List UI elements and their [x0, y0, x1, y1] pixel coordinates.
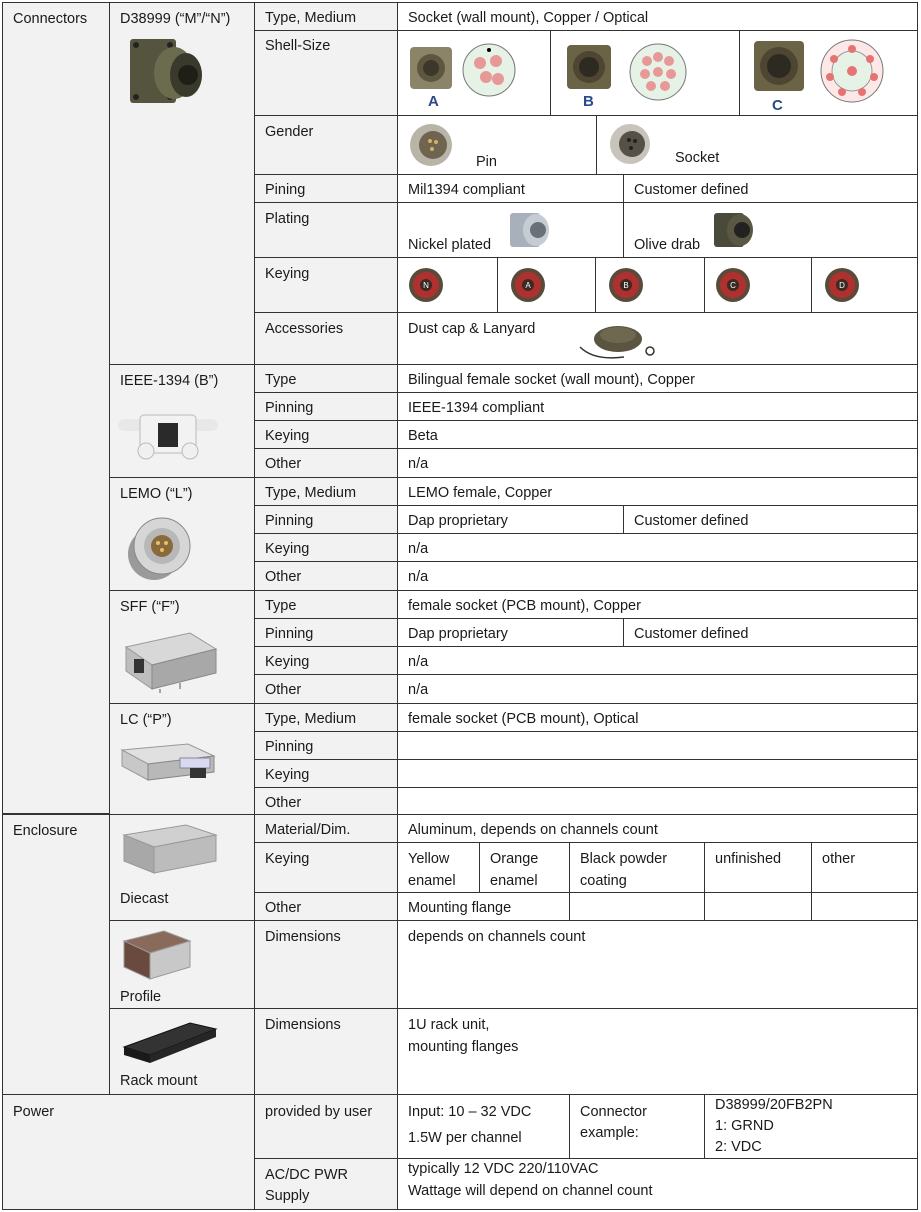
connector-name: D38999 (“M”/“N”): [120, 11, 231, 27]
key-c-letter: C: [730, 281, 736, 290]
lc-key-value-cell: [397, 759, 918, 788]
power-connector-line2: example:: [580, 1125, 639, 1141]
key-c-icon: [715, 267, 751, 303]
keying-unfinished-label: unfinished: [715, 851, 782, 867]
enclosure-rack: [109, 1008, 255, 1095]
gender-pin-label: Pin: [476, 154, 497, 170]
power-input-cell: [397, 1094, 570, 1159]
power-part-cell: [704, 1094, 918, 1159]
connector-name: SFF (“F”): [120, 599, 180, 615]
lc-type-label-cell: [254, 703, 398, 732]
sff-other-label-cell: [254, 674, 398, 704]
row-label: Pinning: [265, 739, 314, 755]
shell-size-b: [550, 30, 740, 116]
power-user-label-cell: [254, 1094, 398, 1159]
keying-black-line1: Black powder: [580, 851, 668, 867]
power-pin1: 1: GRND: [715, 1118, 774, 1134]
lemo-other-label-cell: [254, 561, 398, 591]
row-value: Customer defined: [634, 626, 749, 642]
power-input-line1: Input: 10 – 32 VDC: [408, 1104, 532, 1120]
row-label: Pinning: [265, 513, 314, 529]
d38999-pining-label-cell: [254, 174, 398, 203]
lemo-other-value-cell: [397, 561, 918, 591]
keying-b-cell: [595, 257, 705, 313]
rack-dim-value-cell: [397, 1008, 918, 1095]
row-value: female socket (PCB mount), Optical: [408, 711, 639, 727]
key-a-icon: [510, 267, 546, 303]
row-label: Keying: [265, 541, 310, 557]
row-value: n/a: [408, 456, 429, 472]
shell-c-pinout-icon: [818, 37, 886, 105]
d38999-connector-image: [128, 37, 208, 109]
keying-a-cell: [497, 257, 596, 313]
row-label: Other: [265, 795, 302, 811]
row-value: Beta: [408, 428, 438, 444]
d38999-gender-label-cell: [254, 115, 398, 175]
row-label: Type, Medium: [265, 485, 357, 501]
keying-orange-cell: [479, 842, 570, 893]
profile-dim-label-cell: [254, 920, 398, 1009]
keying-d-cell: [811, 257, 918, 313]
socket-connector-icon: [607, 122, 653, 166]
diecast-mat-label-cell: [254, 814, 398, 843]
power-acdc-value-cell: [397, 1158, 918, 1210]
diecast-enclosure-image: [120, 821, 220, 877]
power-connector-cell: [569, 1094, 705, 1159]
connector-ieee1394: [109, 364, 255, 478]
key-n-icon: [408, 267, 444, 303]
connector-d38999: [109, 2, 255, 365]
shell-a-connector-icon: [408, 45, 454, 91]
shell-size-a: [397, 30, 551, 116]
row-label: Type, Medium: [265, 10, 357, 26]
row-label: Pinning: [265, 626, 314, 642]
ieee-other-value-cell: [397, 448, 918, 478]
power-pin2: 2: VDC: [715, 1139, 762, 1155]
olive-connector-icon: [710, 207, 756, 253]
keying-unfinished-cell: [704, 842, 812, 893]
section-label: Power: [13, 1104, 55, 1120]
keying-orange-line1: Orange: [490, 851, 539, 867]
diecast-other-empty-3: [811, 892, 918, 921]
connector-name: IEEE-1394 (B”): [120, 373, 219, 389]
lc-pin-label-cell: [254, 731, 398, 760]
row-value: female socket (PCB mount), Copper: [408, 598, 641, 614]
nickel-connector-icon: [506, 207, 552, 253]
row-label: Other: [265, 456, 302, 472]
power-input-line2: 1.5W per channel: [408, 1130, 522, 1146]
row-label: Other: [265, 900, 302, 916]
row-label: Shell-Size: [265, 38, 331, 54]
shell-b-pinout-icon: [627, 41, 689, 103]
rack-dim-line1: 1U rack unit,: [408, 1017, 490, 1033]
plating-nickel-label: Nickel plated: [408, 237, 492, 253]
sff-pin-value-2: [623, 618, 918, 647]
row-label: Keying: [265, 654, 310, 670]
keying-orange-line2: enamel: [490, 873, 538, 889]
row-label: Dimensions: [265, 1017, 341, 1033]
row-label: Keying: [265, 266, 310, 282]
plating-olive-cell: [623, 202, 918, 258]
row-value: Socket (wall mount), Copper / Optical: [408, 10, 649, 26]
lemo-pin-value-1: [397, 505, 624, 534]
dust-cap-icon: [574, 317, 664, 363]
row-label: Plating: [265, 211, 310, 227]
enclosure-name: Rack mount: [120, 1073, 198, 1089]
lemo-pin-label-cell: [254, 505, 398, 534]
diecast-other-label-cell: [254, 892, 398, 921]
d38999-acc-value-cell: [397, 312, 918, 365]
row-label: Pining: [265, 182, 306, 198]
diecast-other-empty-2: [704, 892, 812, 921]
keying-yellow-cell: [397, 842, 480, 893]
connector-sff: [109, 590, 255, 704]
key-b-icon: [608, 267, 644, 303]
row-value: n/a: [408, 569, 429, 585]
lemo-connector-image: [124, 510, 198, 584]
diecast-mat-value-cell: [397, 814, 918, 843]
lc-pin-value-cell: [397, 731, 918, 760]
ieee-type-value-cell: [397, 364, 918, 393]
lc-other-label-cell: [254, 787, 398, 815]
pining-value-1: [397, 174, 624, 203]
rack-enclosure-image: [120, 1017, 220, 1067]
shell-c-connector-icon: [752, 39, 806, 93]
row-label: Keying: [265, 428, 310, 444]
enclosure-name: Profile: [120, 989, 162, 1005]
enclosure-diecast: [109, 814, 255, 921]
diecast-other-value-cell: [397, 892, 570, 921]
connector-lemo: [109, 477, 255, 591]
section-label: Enclosure: [13, 823, 78, 839]
sff-other-value-cell: [397, 674, 918, 704]
row-value: n/a: [408, 654, 429, 670]
shell-b-connector-icon: [565, 43, 613, 91]
rack-dim-line2: mounting flanges: [408, 1039, 519, 1055]
sff-pin-value-1: [397, 618, 624, 647]
power-acdc-line2: Supply: [265, 1188, 310, 1204]
lc-connector-image: [118, 740, 218, 788]
keying-yellow-line1: Yellow: [408, 851, 450, 867]
row-label: Type: [265, 372, 297, 388]
row-label: provided by user: [265, 1104, 373, 1120]
section-power: [2, 1094, 255, 1210]
lc-other-value-cell: [397, 787, 918, 815]
lemo-type-value-cell: [397, 477, 918, 506]
power-acdc-line1: AC/DC PWR: [265, 1167, 348, 1183]
row-value: Customer defined: [634, 182, 749, 198]
power-acdc-value-line2: Wattage will depend on channel count: [408, 1183, 653, 1199]
row-value: Aluminum, depends on channels count: [408, 822, 658, 838]
row-value: n/a: [408, 541, 429, 557]
gender-socket-label: Socket: [675, 150, 720, 166]
profile-enclosure-image: [120, 927, 194, 981]
shell-label: B: [583, 93, 594, 110]
row-value: IEEE-1394 compliant: [408, 400, 545, 416]
key-b-letter: B: [623, 281, 629, 290]
sff-connector-image: [120, 627, 220, 693]
row-label: Other: [265, 569, 302, 585]
shell-label: A: [428, 93, 439, 110]
shell-a-pinout-icon: [460, 41, 518, 99]
diecast-other-empty-1: [569, 892, 705, 921]
keying-yellow-line2: enamel: [408, 873, 456, 889]
lemo-type-label-cell: [254, 477, 398, 506]
key-a-letter: A: [525, 281, 531, 290]
profile-dim-value-cell: [397, 920, 918, 1009]
d38999-shell-label-cell: [254, 30, 398, 116]
plating-olive-label: Olive drab: [634, 237, 701, 253]
sff-type-label-cell: [254, 590, 398, 619]
ieee-pin-value-cell: [397, 392, 918, 421]
section-connectors: [2, 2, 110, 814]
lemo-key-value-cell: [397, 533, 918, 562]
row-value: Dap proprietary: [408, 513, 508, 529]
row-label: Material/Dim.: [265, 822, 351, 838]
row-value: n/a: [408, 682, 429, 698]
sff-key-value-cell: [397, 646, 918, 675]
gender-socket-cell: [596, 115, 918, 175]
power-acdc-label-cell: [254, 1158, 398, 1210]
shell-label: C: [772, 97, 783, 114]
ieee-key-value-cell: [397, 420, 918, 449]
enclosure-name: Diecast: [120, 891, 169, 907]
d38999-acc-label-cell: [254, 312, 398, 365]
section-label: Connectors: [13, 11, 88, 27]
ieee1394-connector-image: [118, 401, 218, 467]
row-label: Pinning: [265, 400, 314, 416]
ieee-key-label-cell: [254, 420, 398, 449]
keying-n-cell: [397, 257, 498, 313]
row-label: Accessories: [265, 321, 344, 337]
lemo-pin-value-2: [623, 505, 918, 534]
rack-dim-label-cell: [254, 1008, 398, 1095]
row-value: Mil1394 compliant: [408, 182, 525, 198]
keying-black-line2: coating: [580, 873, 627, 889]
lc-type-value-cell: [397, 703, 918, 732]
diecast-key-label-cell: [254, 842, 398, 893]
row-value: LEMO female, Copper: [408, 485, 553, 501]
key-d-letter: D: [839, 281, 845, 290]
row-value: depends on channels count: [408, 929, 586, 945]
row-label: Keying: [265, 851, 310, 867]
keying-black-cell: [569, 842, 705, 893]
row-label: Type: [265, 598, 297, 614]
row-value: Dap proprietary: [408, 626, 508, 642]
d38999-keying-label-cell: [254, 257, 398, 313]
connector-name: LC (“P”): [120, 712, 172, 728]
lemo-key-label-cell: [254, 533, 398, 562]
pining-value-2: [623, 174, 918, 203]
sff-pin-label-cell: [254, 618, 398, 647]
sff-key-label-cell: [254, 646, 398, 675]
key-d-icon: [824, 267, 860, 303]
power-connector-line1: Connector: [580, 1104, 647, 1120]
ieee-type-label-cell: [254, 364, 398, 393]
row-value: Customer defined: [634, 513, 749, 529]
row-label: Dimensions: [265, 929, 341, 945]
power-part-number: D38999/20FB2PN: [715, 1097, 833, 1113]
connector-lc: [109, 703, 255, 815]
keying-other-label: other: [822, 851, 856, 867]
power-acdc-value-line1: typically 12 VDC 220/110VAC: [408, 1161, 599, 1177]
shell-size-c: [739, 30, 918, 116]
d38999-type-label-cell: [254, 2, 398, 31]
row-label: Type, Medium: [265, 711, 357, 727]
lc-key-label-cell: [254, 759, 398, 788]
keying-c-cell: [704, 257, 812, 313]
row-value: Dust cap & Lanyard: [408, 321, 536, 337]
enclosure-profile: [109, 920, 255, 1009]
row-value: Bilingual female socket (wall mount), Copper: [408, 372, 695, 388]
pin-connector-icon: [408, 122, 454, 168]
row-label: Keying: [265, 767, 310, 783]
plating-nickel-cell: [397, 202, 624, 258]
section-enclosure: [2, 814, 110, 1095]
ieee-pin-label-cell: [254, 392, 398, 421]
keying-other-cell: [811, 842, 918, 893]
gender-pin-cell: [397, 115, 597, 175]
row-value: Mounting flange: [408, 900, 512, 916]
d38999-type-value-cell: [397, 2, 918, 31]
row-label: Other: [265, 682, 302, 698]
connector-name: LEMO (“L”): [120, 486, 193, 502]
sff-type-value-cell: [397, 590, 918, 619]
key-n-letter: N: [423, 281, 429, 290]
d38999-plating-label-cell: [254, 202, 398, 258]
row-label: Gender: [265, 124, 314, 140]
ieee-other-label-cell: [254, 448, 398, 478]
